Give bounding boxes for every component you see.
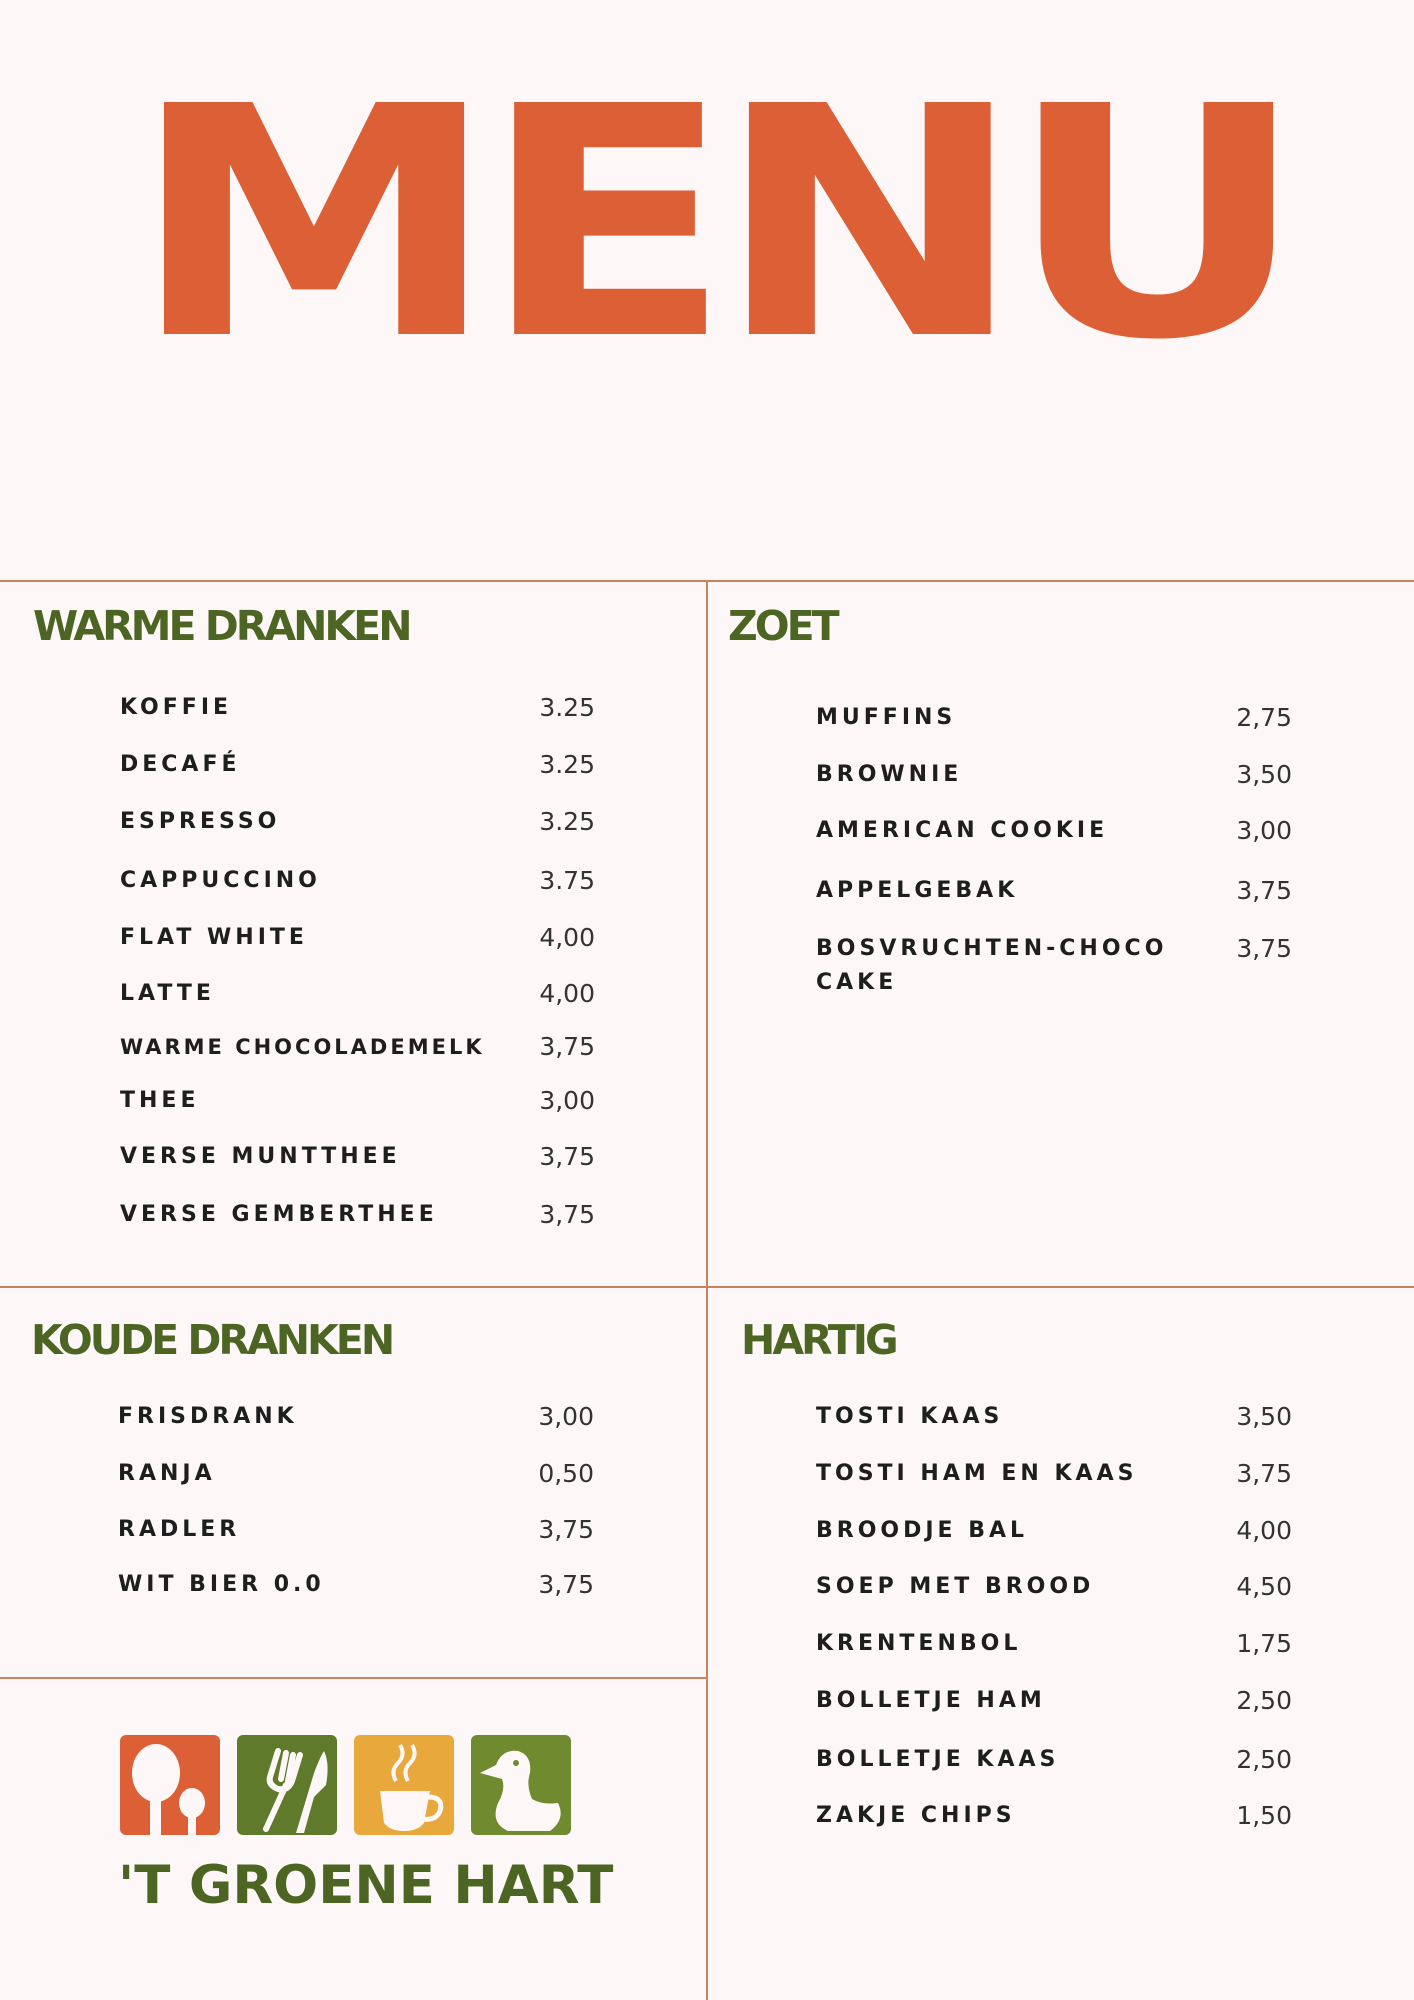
item-price: 3.25 [539, 807, 595, 836]
item-name: ESPRESSO [120, 809, 281, 834]
item-price: 3,75 [539, 1200, 595, 1229]
item-name: 3,50 [1236, 760, 1292, 789]
item-name: BOLLETJE HAM [816, 1688, 1046, 1713]
item-price: 3,00 [538, 1402, 594, 1431]
item-price: 2,50 [1236, 1745, 1292, 1774]
section-title: ZOET [728, 602, 837, 650]
item-name: LATTE [120, 981, 215, 1006]
item-price: 4,50 [1236, 1572, 1292, 1601]
item-price: 3,75 [539, 1032, 595, 1061]
item-name: RANJA [118, 1461, 216, 1486]
item-name: WIT BIER 0.0 [118, 1572, 325, 1597]
item-name: TOSTI HAM EN KAAS [816, 1461, 1138, 1486]
item-name-continued: CAKE [816, 970, 898, 995]
item-name: WARME CHOCOLADEMELK [120, 1035, 485, 1059]
section-title: WARME DRANKEN [33, 602, 410, 650]
item-name: VERSE GEMBERTHEE [120, 1202, 438, 1227]
item-price: 3.25 [539, 693, 595, 722]
item-price: 2,75 [1236, 703, 1292, 732]
item-name: VERSE MUNTTHEE [120, 1144, 401, 1169]
item-price: 4,00 [539, 923, 595, 952]
logo-tiles [118, 1733, 578, 1843]
item-name: KOFFIE [120, 695, 233, 720]
item-name: APPELGEBAK [816, 878, 1019, 903]
menu-title: MENU [130, 39, 1290, 410]
item-price: 3,00 [539, 1086, 595, 1115]
item-name: FLAT WHITE [120, 925, 308, 950]
item-name: CAPPUCCINO [120, 868, 321, 893]
item-name: KRENTENBOL [816, 1631, 1022, 1656]
item-price: 0,50 [538, 1459, 594, 1488]
item-price: 3,75 [538, 1515, 594, 1544]
fork-knife-icon [237, 1735, 337, 1835]
item-price: 4,00 [1236, 1516, 1292, 1545]
section-title: HARTIG [741, 1316, 896, 1364]
item-name: BOLLETJE KAAS [816, 1747, 1060, 1772]
item-name: BOSVRUCHTEN-CHOCO [816, 936, 1168, 961]
item-price: 3,75 [1236, 1459, 1292, 1488]
item-price: 3,00 [1236, 816, 1292, 845]
item-price: 1,50 [1236, 1801, 1292, 1830]
item-name: DECAFÉ [120, 752, 241, 777]
item-name: BROWNIE [816, 762, 963, 787]
coffee-cup-icon [354, 1735, 454, 1835]
item-price: 2,50 [1236, 1686, 1292, 1715]
item-price: 3.25 [539, 750, 595, 779]
trees-icon [120, 1735, 220, 1835]
item-name: ZAKJE CHIPS [816, 1803, 1016, 1828]
item-name: BROODJE BAL [816, 1518, 1029, 1543]
item-name: MUFFINS [816, 705, 957, 730]
item-price: 3,75 [538, 1570, 594, 1599]
divider-left-bottom [0, 1677, 707, 1679]
item-price: 1,75 [1236, 1629, 1292, 1658]
item-name: SOEP MET BROOD [816, 1574, 1095, 1599]
item-name: TOSTI KAAS [816, 1404, 1004, 1429]
item-price: 3,75 [1236, 876, 1292, 905]
item-price: 4,00 [539, 979, 595, 1008]
item-name: THEE [120, 1088, 200, 1113]
item-name: AMERICAN COOKIE [816, 818, 1109, 843]
item-name: FRISDRANK [118, 1404, 298, 1429]
item-name: RADLER [118, 1517, 241, 1542]
item-price: 3,75 [1236, 934, 1292, 963]
item-price: 3.75 [539, 866, 595, 895]
divider-middle [0, 1286, 1414, 1288]
brand-name: 'T GROENE HART [118, 1855, 614, 1916]
duck-icon [471, 1735, 571, 1835]
item-price: 3,50 [1236, 1402, 1292, 1431]
item-price: 3,75 [539, 1142, 595, 1171]
divider-center [706, 580, 708, 2000]
section-title: KOUDE DRANKEN [31, 1316, 393, 1364]
